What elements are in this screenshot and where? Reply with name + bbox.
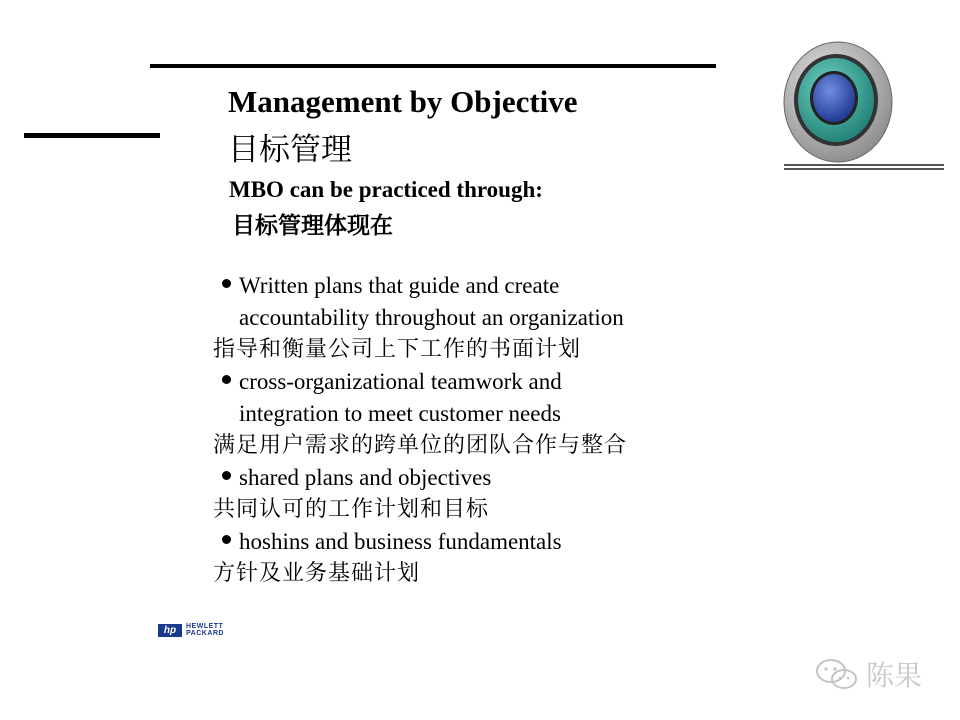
hp-logo-line2: PACKARD: [186, 630, 224, 637]
watermark: [814, 654, 922, 694]
bullet-dot-icon: [222, 279, 231, 288]
hp-mark-icon: hp: [158, 624, 182, 637]
bullet-text-cn: 共同认可的工作计划和目标: [213, 497, 490, 522]
hp-logo-line1: HEWLETT: [186, 623, 224, 630]
hp-logo: [158, 623, 224, 637]
top-rule: [150, 64, 716, 68]
bullet-text-cn: 方针及业务基础计划: [213, 561, 421, 586]
bullet-text: cross-organizational teamwork and: [239, 369, 562, 394]
bullet-text: accountability throughout an organization: [239, 305, 624, 330]
bullet-item: [213, 270, 733, 366]
slide-title-cn: 目标管理: [228, 132, 352, 168]
bullet-text: hoshins and business fundamentals: [239, 529, 562, 554]
bullet-item: [213, 366, 733, 462]
bullet-dot-icon: [222, 471, 231, 480]
wechat-icon: [814, 656, 860, 692]
right-rule-2: [784, 168, 944, 170]
bullet-item: [213, 526, 733, 590]
bullet-dot-icon: [222, 375, 231, 384]
bullet-dot-icon: [222, 535, 231, 544]
bullet-text: integration to meet customer needs: [239, 401, 561, 426]
bullet-text: Written plans that guide and create: [239, 273, 560, 298]
slide-subtitle: MBO can be practiced through:: [229, 177, 543, 202]
slide-subtitle-cn: 目标管理体现在: [232, 213, 393, 239]
bullet-text-cn: 指导和衡量公司上下工作的书面计划: [213, 337, 582, 362]
bullet-item: [213, 462, 733, 526]
left-rule: [24, 133, 160, 138]
bullet-text-cn: 满足用户需求的跨单位的团队合作与整合: [213, 433, 628, 458]
watermark-text: 陈果: [866, 659, 923, 692]
bullet-list: [213, 270, 733, 590]
slide-title: Management by Objective: [228, 84, 578, 119]
disc-logo-icon: [780, 36, 898, 166]
bullet-text: shared plans and objectives: [239, 465, 492, 490]
